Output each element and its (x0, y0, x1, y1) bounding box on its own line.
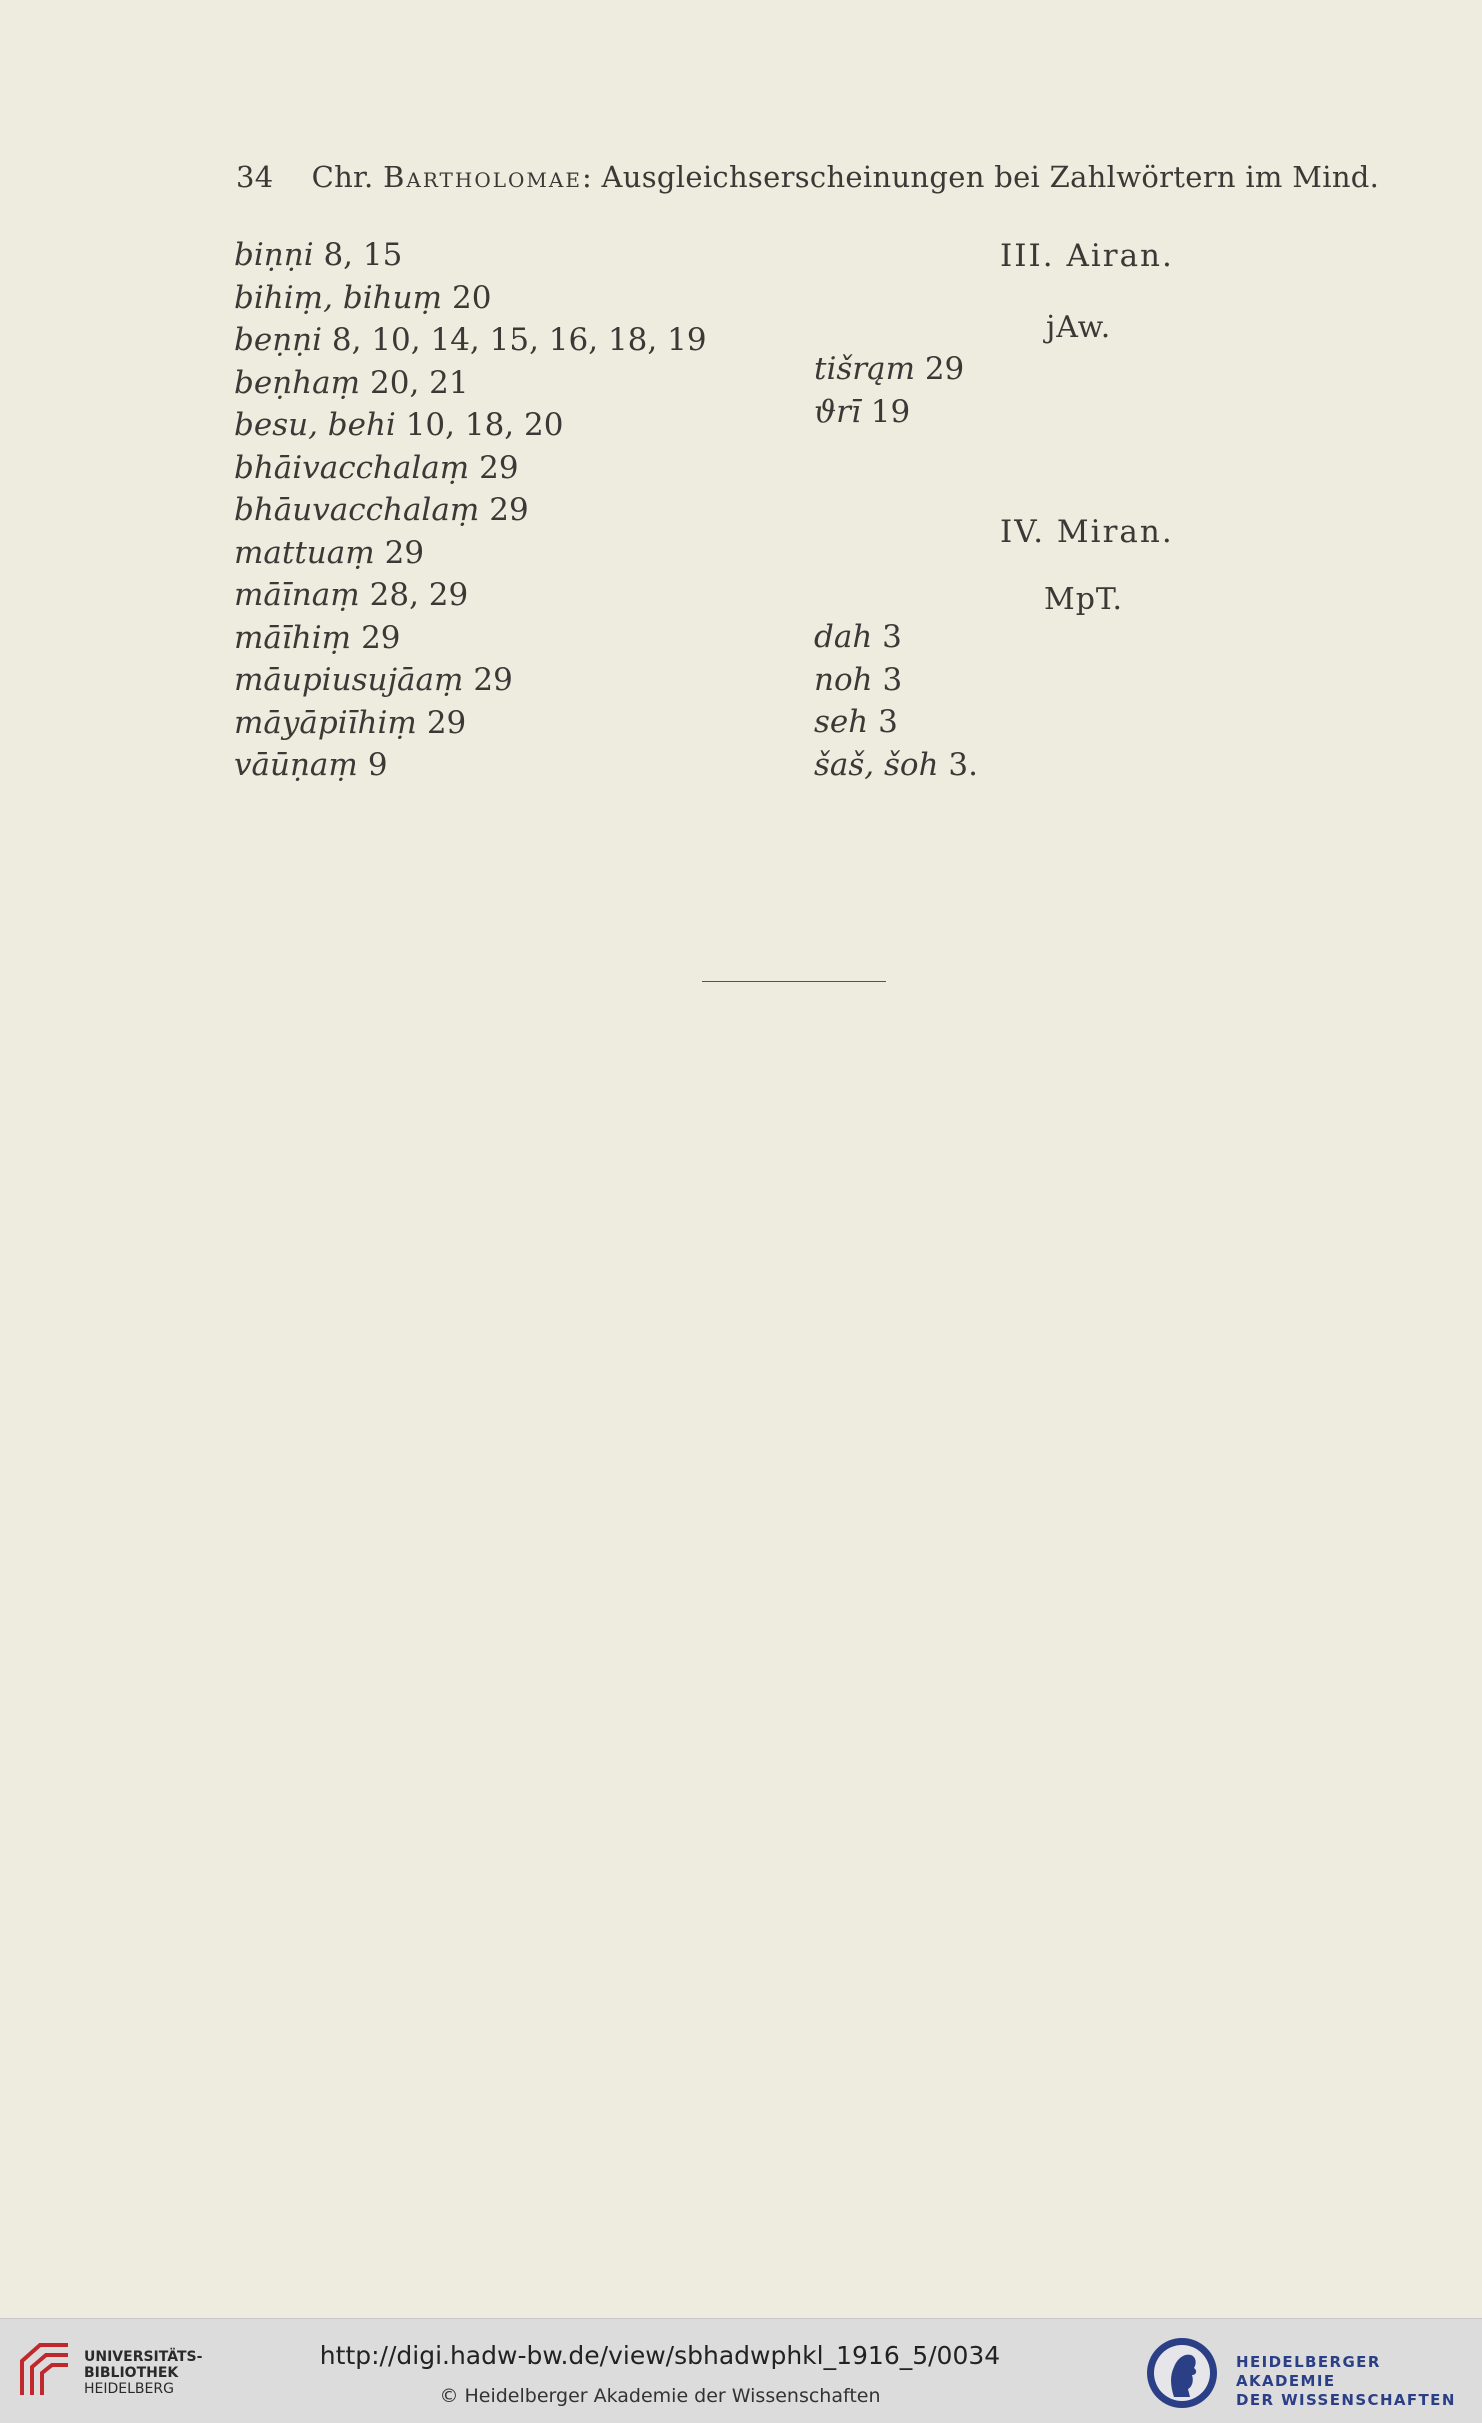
index-entry: māyāpiīhiṃ 29 (234, 704, 467, 741)
index-entry: noh 3 (814, 661, 903, 698)
index-entry: ϑrī 19 (814, 393, 911, 430)
index-entry: mattuaṃ 29 (234, 534, 425, 571)
index-entry: seh 3 (814, 704, 898, 740)
index-middle-column-jaw (814, 348, 964, 433)
header-title: : Ausgleichserscheinungen bei Zahlwörtern im Mind. (581, 160, 1380, 194)
index-middle-column-mpt (814, 616, 978, 786)
running-header (236, 160, 1380, 194)
index-entry: šaš, šoh 3. (814, 746, 978, 783)
ub-logo-icon (16, 2339, 74, 2399)
author-prefix: Chr. (311, 160, 374, 194)
index-entry: biṇṇi 8, 15 (234, 237, 403, 273)
index-entry: bhāuvacchalaṃ 29 (234, 492, 529, 528)
index-entry: māupiusujāaṃ 29 (234, 662, 513, 698)
footer-bar (0, 2318, 1482, 2423)
section-heading-miran: IV. Miran. (1000, 514, 1174, 550)
index-entry: beṇhaṃ 20, 21 (234, 364, 469, 401)
index-entry: tišrąm 29 (814, 351, 965, 387)
section-heading-airan: III. Airan. (1000, 238, 1174, 274)
index-entry: māīnaṃ 28, 29 (234, 577, 469, 613)
index-left-column (234, 234, 707, 787)
subheading-jaw: jAw. (1046, 310, 1112, 345)
index-entry: vāūṇaṃ 9 (234, 747, 388, 783)
author-name: Bartholomae (383, 160, 582, 194)
index-entry: besu, behi 10, 18, 20 (234, 407, 564, 443)
index-entry: māīhiṃ 29 (234, 619, 401, 656)
end-rule (702, 981, 886, 982)
index-entry: bhāivacchalaṃ 29 (234, 449, 519, 486)
index-entry: beṇṇi 8, 10, 14, 15, 16, 18, 19 (234, 322, 707, 358)
index-entry: dah 3 (814, 619, 902, 655)
ub-name: UNIVERSITÄTS- BIBLIOTHEK HEIDELBERG (84, 2349, 203, 2397)
academy-seal-icon (1144, 2335, 1220, 2411)
copyright-notice: © Heidelberger Akademie der Wissenschaften (439, 2385, 881, 2407)
index-entry: bihiṃ, bihuṃ 20 (234, 279, 492, 316)
page-number: 34 (236, 160, 274, 194)
academy-name: HEIDELBERGER AKADEMIE DER WISSENSCHAFTEN (1236, 2353, 1456, 2409)
subheading-mpt: MpT. (1044, 582, 1124, 617)
permalink-url[interactable]: http://digi.hadw-bw.de/view/sbhadwphkl_1916_5/0034 (319, 2341, 1001, 2370)
